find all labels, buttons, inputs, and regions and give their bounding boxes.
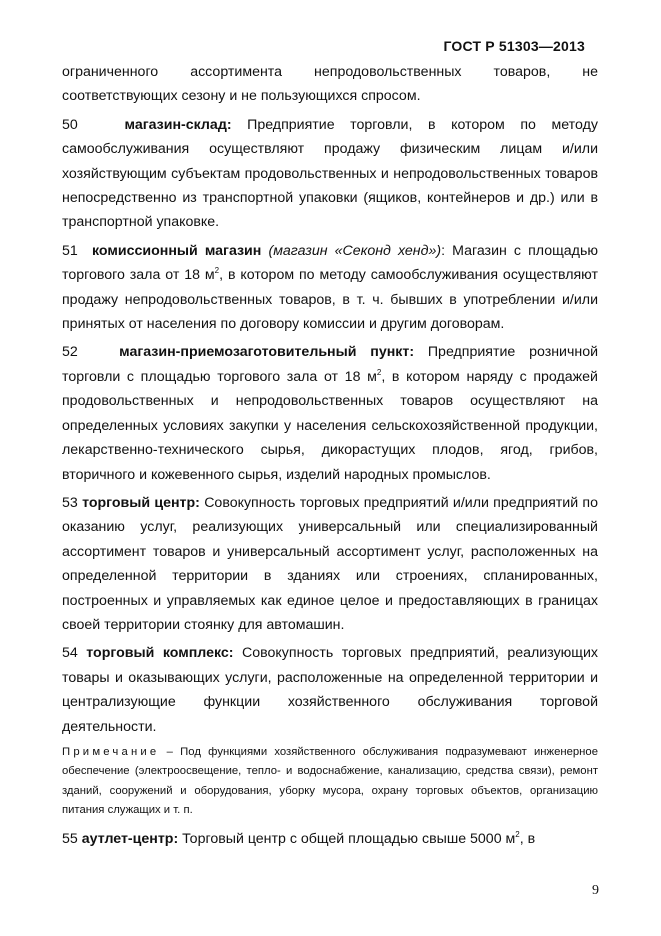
term-synonym: (магазин «Секонд хенд»)	[268, 242, 442, 259]
superscript: 2	[515, 829, 520, 839]
superscript: 2	[376, 367, 382, 377]
term-title: комиссионный магазин	[91, 242, 262, 259]
intro-paragraph: ограниченного ассортимента непродовольственных товаров, не соответствующих сезону и не пользующихся спросом.	[62, 64, 598, 105]
term-definition: : Магазин с площадью торгового зала от 18 м	[62, 242, 598, 284]
note-paragraph	[62, 743, 598, 821]
term-definition-cont: , в котором наряду с продажей продовольственных и непродовольственных товаров осуществляют на определенных условиях закупки у населения сельскохозяйственной продукции, лекарственно-технического сырья, дикорастущих плодов, ягод, грибов, вторичного и кожевенного сырья, изделий народных промыслов.	[62, 368, 598, 483]
note-label: Примечание	[62, 745, 160, 758]
term-title: торговый центр:	[82, 494, 200, 511]
term-entry-51	[62, 239, 598, 337]
term-number: 51	[62, 242, 78, 259]
term-definition: Торговый центр с общей площадью свыше 5000 м	[182, 830, 516, 847]
note-dash: –	[159, 745, 181, 758]
term-definition: Предприятие торговли, в котором по методу самообслуживания осуществляют продажу физическим лицам и/или хозяйствующим субъектам продовольственных и непродовольственных товаров непосредственно из транспортной упаковки (ящиков, контейнеров и др.) или в транспортной упаковке.	[62, 116, 598, 231]
term-title: аутлет-центр:	[81, 830, 179, 847]
term-number: 55	[62, 830, 78, 847]
term-entry-50	[62, 113, 598, 235]
term-definition-cont: , в котором по методу самообслуживания осуществляют продажу непродовольственных товаров, в т. ч. бывших в употреблении и/или принятых от населения по договору комиссии и другим договорам.	[62, 267, 599, 333]
term-definition: Предприятие розничной торговли с площадью торгового зала от 18 м	[62, 344, 599, 385]
term-title: магазин-склад:	[124, 116, 232, 133]
note-text: Под функциями хозяйственного обслуживания подразумевают инженерное обеспечение (электроосвещение, тепло- и водоснабжение, канализацию, средства связи), ремонт зданий, сооружений и оборудования, уборку мусора, охрану торговых объектов, организацию питания служащих и т. п.	[62, 745, 598, 817]
term-number: 50	[62, 116, 78, 133]
term-number: 53	[62, 494, 78, 511]
term-title: магазин-приемозаготовительный пункт:	[119, 344, 415, 361]
term-entry-54	[62, 641, 598, 739]
term-entry-52	[62, 340, 598, 486]
page-number: 9	[592, 883, 599, 898]
term-title: торговый комплекс:	[86, 645, 234, 662]
term-number: 54	[62, 645, 78, 662]
term-entry-55	[62, 827, 598, 851]
term-number: 52	[62, 344, 78, 361]
document-header: ГОСТ Р 51303—2013	[443, 38, 585, 54]
document-body	[62, 60, 598, 855]
term-definition: Совокупность торговых предприятий, реализующих товары и оказывающих услуги, расположенные на определенной территории и централизующие функции хозяйственного обслуживания торговой деятельности.	[62, 645, 598, 735]
superscript: 2	[214, 266, 220, 276]
term-definition: Совокупность торговых предприятий и/или предприятий по оказанию услуг, реализующих универсальный или специализированный ассортимент товаров и универсальный ассортимент услуг, расположенных на определенной территории в зданиях или строениях, спланированных, построенных и управляемых как единое целое и предоставляющих в границах своей территории стоянку для автомашин.	[62, 494, 598, 633]
term-entry-53	[62, 491, 598, 637]
term-definition-cont: , в	[519, 830, 536, 847]
